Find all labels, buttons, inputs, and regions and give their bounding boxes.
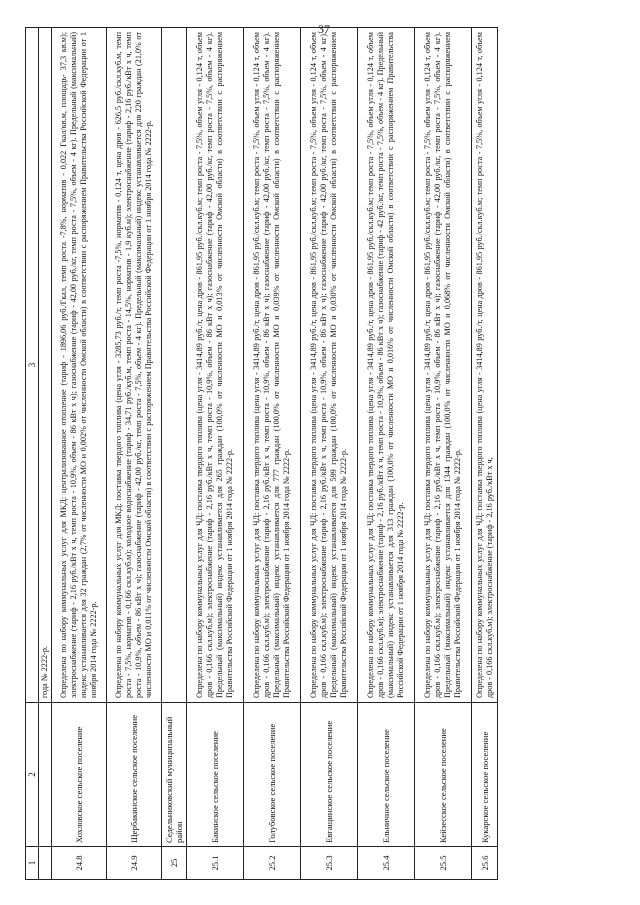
table-row [52,28,107,880]
tariff-description: Определена по набору коммунальных услуг для ЧД: поставка твердого топлива (цена угля - 3414,89 руб./т, цена дров - 861,95 руб./скл.куб.м; темп роста - 7,5%, объем угля - 0,124 т, объем дров - 0,166 скл.куб.м); электроснабжение (тариф - 2,16 руб./кВт х ч, темп роста - 10,9%, объем - 86 кВт х ч); газоснабжение (тариф - 42,00 руб./кг, темп роста - 7,5%, объем - 4 кг). Предельный (максимальный) индекс устанавливается для 265 граждан (100,0% от численности МО и 0,013% от численности Омской области) в соответствии с распоряжением Правительства Российской Федерации от 1 ноября 2014 года № 2222-р. [187,28,244,703]
settlement-name: Хохловское сельское поселение [52,703,107,847]
continuation-num-cell [39,847,52,880]
table-row [187,28,244,880]
settlement-name: Ельничное сельское поселение [358,703,415,847]
row-number: 24.9 [107,847,162,880]
header-col-2: 2 [26,703,39,847]
tariff-table [25,27,498,880]
settlement-name: Бакинское сельское поселение [187,703,244,847]
row-number: 25.3 [301,847,358,880]
continuation-desc: года № 2222-р. [39,28,52,703]
header-col-3: 3 [26,28,39,703]
table-row [472,28,498,880]
row-number: 25.2 [244,847,301,880]
tariff-description: Определена по набору коммунальных услуг для ЧД: поставка твердого топлива (цена угля - 3414,89 руб./т, цена дров - 861,95 руб./скл.куб.м; темп роста - 7,5%, объем угля - 0,124 т, объем дров - 0,166 скл.куб.м); электроснабжение (тариф - 2,16 руб./кВт х ч, темп роста - 10,9%, объем - 86 кВт х ч); газоснабжение (тариф - 42 руб./кг, темп роста - 7,5%, объем - 4 кг). Предельный (максимальный) индекс устанавливается для 313 граждан (100,0% от численности МО и 0,016% от численности Омской области) в соответствии с распоряжением Правительства Российской Федерации от 1 ноября 2014 года № 2222-р. [358,28,415,703]
row-number: 25.6 [472,847,498,880]
continuation-name-cell [39,703,52,847]
settlement-name: Евгащинское сельское поселение [301,703,358,847]
settlement-name: Кейзесское сельское поселение [415,703,472,847]
tariff-description: Определена по набору коммунальных услуг для МКД: централизованное отопление (тариф - 1896,06 руб./Гкал, темп роста -7,8%, норматив - 0,022 Гкал/кв.м, площадь- 37,3 кв.м); электроснабжение (тариф - 2,16 руб./кВт х ч, темп роста - 10,9%, объем - 86 кВт х ч); газоснабжение (тариф - 42,00 руб./кг, темп роста - 7,5%, объем - 4 кг). Предельный (максимальный) индекс устанавливается для 32 граждан (2,7% от численности МО и 0,002% от численности Омской области) в соответствии с распоряжением Правительства Российской Федерации от 1 ноября 2014 года № 2222-р. [52,28,107,703]
table-row [358,28,415,880]
row-number: 25.5 [415,847,472,880]
tariff-description [162,28,187,703]
rotated-table-container [25,28,618,880]
settlement-name: Щербакинское сельское поселение [107,703,162,847]
table-row [244,28,301,880]
table-row [107,28,162,880]
table-row [301,28,358,880]
table-header-row [26,28,39,880]
tariff-description: Определена по набору коммунальных услуг для ЧД: поставка твердого топлива (цена угля - 3414,89 руб./т, цена дров - 861,95 руб./скл.куб.м; темп роста - 7,5%, объем угля - 0,124 т, объем дров - 0,166 скл.куб.м); электроснабжение (тариф - 2,16 руб./кВт х ч, темп роста - 10,9%, объем - 86 кВт х ч); газоснабжение (тариф - 42,00 руб./кг, темп роста - 7,5%, объем - 4 кг). Предельный (максимальный) индекс устанавливается для 599 граждан (100,0% от численности МО и 0,030% от численности Омской области) в соответствии с распоряжением Правительства Российской Федерации от 1 ноября 2014 года № 2222-р. [301,28,358,703]
table-row [415,28,472,880]
continuation-row [39,28,52,880]
tariff-description: Определена по набору коммунальных услуг для ЧД: поставка твердого топлива (цена угля - 3414,89 руб./т, цена дров - 861,95 руб./скл.куб.м; темп роста - 7,5%, объем угля - 0,124 т, объем дров - 0,166 скл.куб.м); электроснабжение (тариф - 2,16 руб./кВт х ч, [472,28,498,703]
settlement-name: Кукарское сельское поселение [472,703,498,847]
row-number: 25 [162,847,187,880]
page-number: 37 [318,22,330,36]
tariff-description: Определена по набору коммунальных услуг для ЧД: поставка твердого топлива (цена угля - 3414,89 руб./т, цена дров - 861,95 руб./скл.куб.м; темп роста - 7,5%, объем угля - 0,124 т, объем дров - 0,166 скл.куб.м); электроснабжение (тариф - 2,16 руб./кВт х ч, темп роста - 10,9%, объем - 86 кВт х ч); газоснабжение (тариф - 42,00 руб./кг, темп роста - 7,5%, объем - 4 кг). Предельный (максимальный) индекс устанавливается для 1344 граждан (100,0% от численности МО и 0,068% от численности Омской области) в соответствии с распоряжением Правительства Российской Федерации от 1 ноября 2014 года № 2222-р. [415,28,472,703]
row-number: 25.4 [358,847,415,880]
district-row [162,28,187,880]
header-col-1: 1 [26,847,39,880]
settlement-name: Голубовское сельское поселение [244,703,301,847]
row-number: 25.1 [187,847,244,880]
row-number: 24.8 [52,847,107,880]
district-name: Седельниковский муниципальный район [162,703,187,847]
tariff-description: Определена по набору коммунальных услуг для МКД: поставка твердого топлива (цена угля - 3285,73 руб./т, темп роста -7,5%, норматив - 0,124 т, цена дров - 626,5 руб./скл.куб.м, темп роста - 7,5%, норматив - 0,166 скл.куб.м); холодное водоснабжение (тариф - 34,71 руб./куб.м, темп роста - 14,5%, норматив - 1,9 куб.м); электроснабжение (тариф - 2,16 руб./кВт х ч, темп роста - 10,9%, объем - 86 кВт х ч); газоснабжение (тариф - 42,00 руб./кг, темп роста - 7,5%, объем - 4 кг). Предельный (максимальный) индекс устанавливается для 220 граждан (21,0% от численности МО и 0,011% от численности Омской области) в соответствии с распоряжением Правительства Российской Федерации от 1 ноября 2014 года № 2222-р. [107,28,162,703]
tariff-description: Определена по набору коммунальных услуг для ЧД: поставка твердого топлива (цена угля - 3414,89 руб./т, цена дров - 861,95 руб./скл.куб.м; темп роста - 7,5%, объем угля - 0,124 т, объем дров - 0,166 скл.куб.м); электроснабжение (тариф - 2,16 руб./кВт х ч, темп роста - 10,9%, объем - 86 кВт х ч); газоснабжение (тариф - 42,00 руб./кг, темп роста - 7,5%, объем - 4 кг). Предельный (максимальный) индекс устанавливается для 777 граждан (100,0% от численности МО и 0,039% от численности Омской области) в соответствии с распоряжением Правительства Российской Федерации от 1 ноября 2014 года № 2222-р. [244,28,301,703]
